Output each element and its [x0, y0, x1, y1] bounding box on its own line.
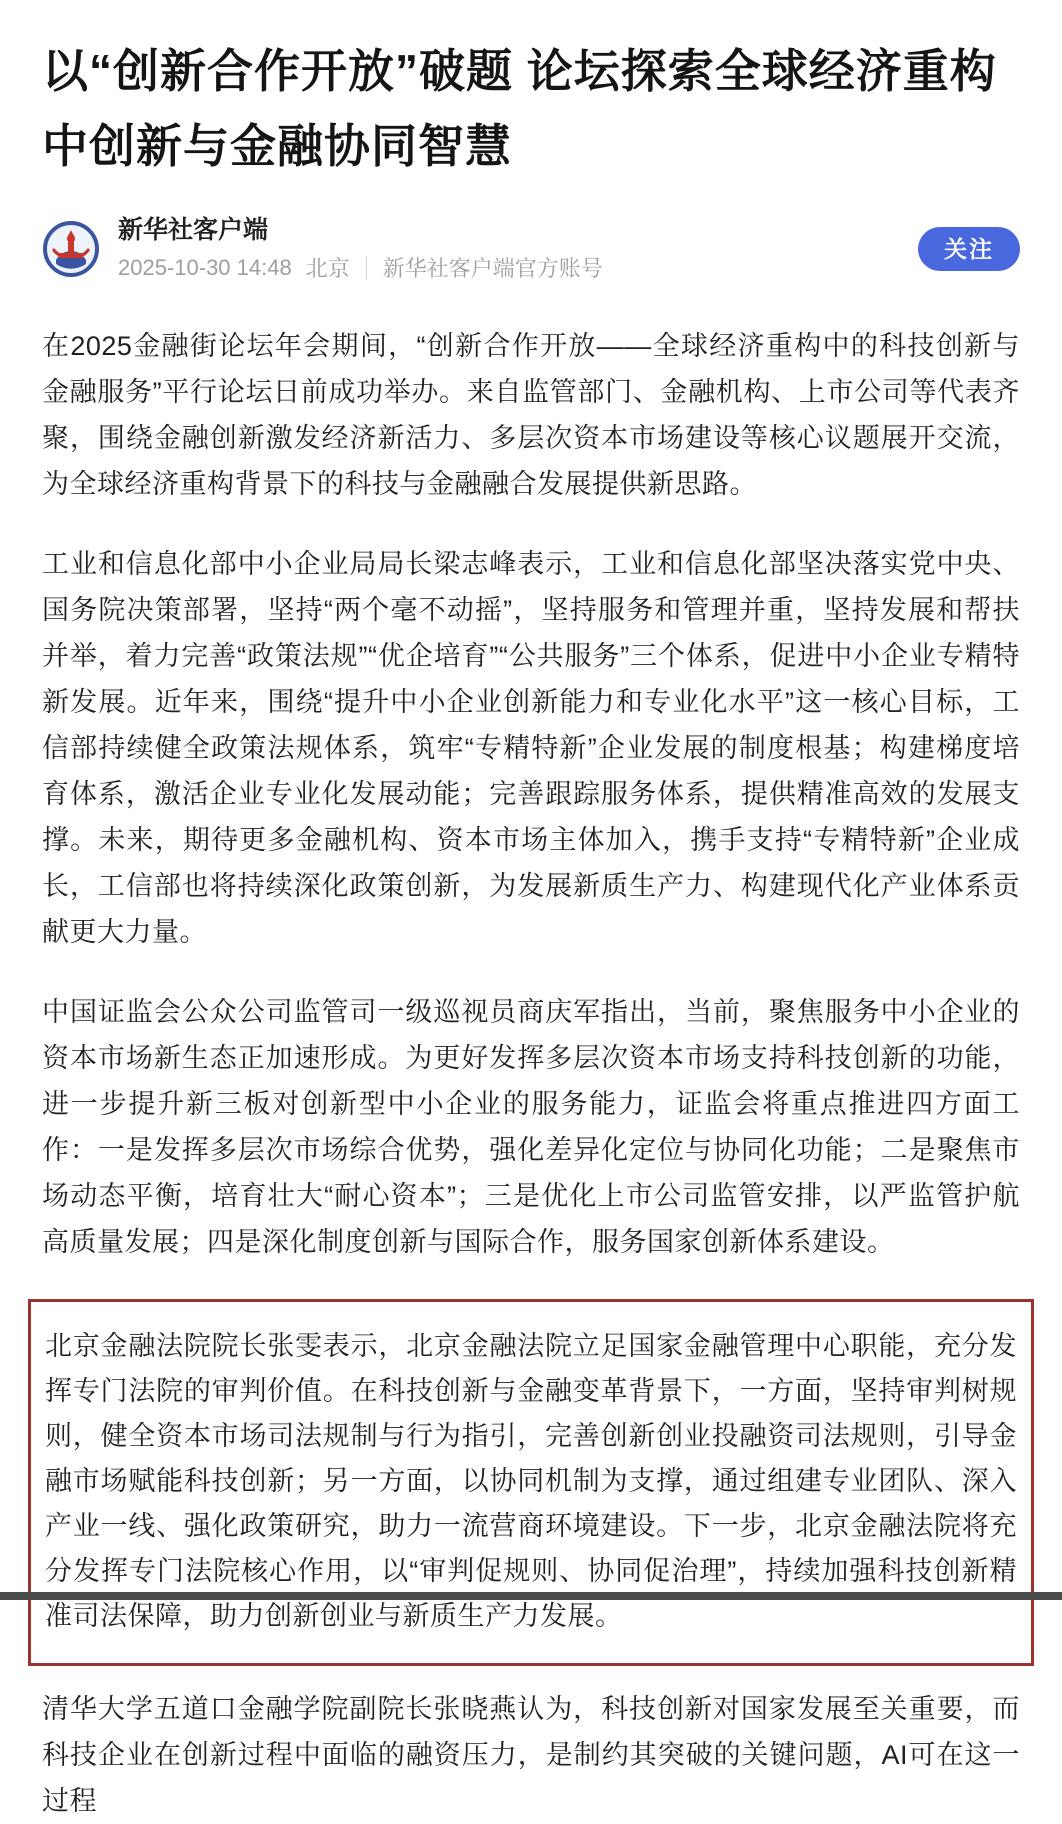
article-title: 以“创新合作开放”破题 论坛探索全球经济重构中创新与金融协同智慧 — [42, 45, 997, 172]
highlighted-paragraph: 北京金融法院院长张雯表示，北京金融法院立足国家金融管理中心职能，充分发挥专门法院的审判价值。在科技创新与金融变革背景下，一方面，坚持审判树规则，健全资本市场司法规制与行为指引，完善创新创业投融资司法规则，引导金融市场赋能科技创新；另一方面，以协同机制为支撑，通过组建专业团队、深入产业一线、强化政策研究，助力一流营商环境建设。下一步，北京金融法院将充分发挥专门法院核心作用，以“审判促规则、协同促治理”，持续加强科技创新精准司法保障，助力创新创业与新质生产力发展。 — [45, 1331, 1017, 1631]
follow-button[interactable]: 关注 — [918, 227, 1020, 271]
article-paragraph: 在2025金融街论坛年会期间，“创新合作开放——全球经济重构中的科技创新与金融服务”平行论坛日前成功举办。来自监管部门、金融机构、上市公司等代表齐聚，围绕金融创新激发经济新活力、多层次资本市场建设等核心议题展开交流，为全球经济重构背景下的科技与金融融合发展提供新思路。 — [42, 331, 1020, 499]
author-name[interactable]: 新华社客户端 — [118, 216, 269, 244]
author-meta — [118, 252, 918, 283]
bottom-cutoff-bar — [0, 1592, 1062, 1600]
author-info — [118, 214, 918, 283]
highlighted-paragraph-box — [28, 1299, 1034, 1666]
article-paragraph: 中国证监会公众公司监管司一级巡视员商庆军指出，当前，聚焦服务中小企业的资本市场新生态正加速形成。为更好发挥多层次资本市场支持科技创新的功能，进一步提升新三板对创新型中小企业的服务能力，证监会将重点推进四方面工作：一是发挥多层次市场综合优势，强化差异化定位与协同化功能；二是聚焦市场动态平衡，培育壮大“耐心资本”；三是优化上市公司监管安排，以严监管护航高质量发展；四是深化制度创新与国际合作，服务国家创新体系建设。 — [42, 997, 1020, 1257]
publish-timestamp: 2025-10-30 14:48 — [118, 254, 292, 280]
publisher-avatar[interactable] — [42, 220, 100, 278]
xinhua-logo-icon — [42, 220, 100, 278]
trailing-section — [42, 1686, 1020, 1824]
official-account-label: 新华社客户端官方账号 — [382, 256, 603, 281]
article-paragraph-partial: 清华大学五道口金融学院副院长张晓燕认为，科技创新对国家发展至关重要，而科技企业在创新过程中面临的融资压力，是制约其突破的关键问题，AI可在这一过程 — [42, 1694, 1020, 1816]
publish-location: 北京 — [305, 256, 350, 281]
article-paragraph: 工业和信息化部中小企业局局长梁志峰表示，工业和信息化部坚决落实党中央、国务院决策部署，坚持“两个毫不动摇”，坚持服务和管理并重，坚持发展和帮扶并举，着力完善“政策法规”“优企培育”“公共服务”三个体系，促进中小企业专精特新发展。近年来，围绕“提升中小企业创新能力和专业化水平”这一核心目标，工信部持续健全政策法规体系，筑牢“专精特新”企业发展的制度根基；构建梯度培育体系，激活企业专业化发展动能；完善跟踪服务体系，提供精准高效的发展支撑。未来，期待更多金融机构、资本市场主体加入，携手支持“专精特新”企业成长，工信部也将持续深化政策创新，为发展新质生产力、构建现代化产业体系贡献更大力量。 — [42, 549, 1020, 947]
author-row — [42, 214, 1020, 283]
meta-divider — [366, 256, 367, 280]
